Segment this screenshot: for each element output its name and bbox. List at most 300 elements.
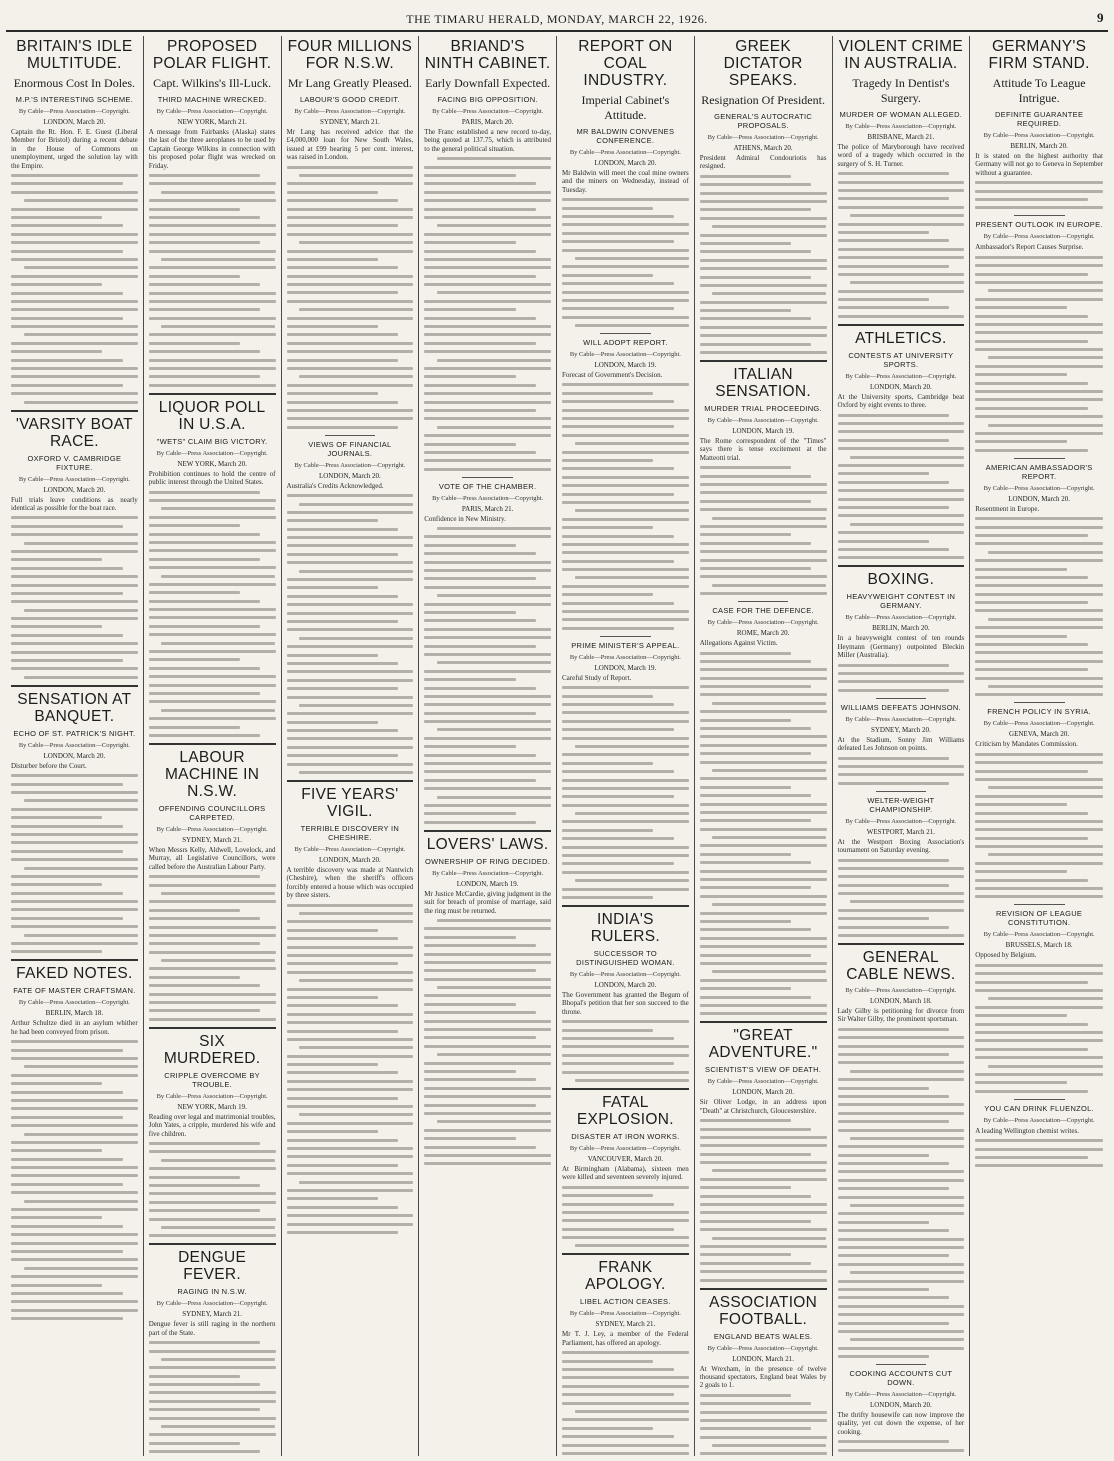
text-line: [149, 566, 276, 569]
text-line: [838, 189, 965, 192]
text-line: [562, 1393, 674, 1396]
article-divider: [838, 324, 965, 326]
text-line: [838, 1036, 965, 1039]
text-line: [11, 1225, 123, 1228]
dateline: LONDON, March 20.: [318, 856, 381, 865]
text-line: [424, 636, 551, 639]
text-line: [149, 199, 276, 202]
text-line: [700, 550, 827, 553]
text-line: [11, 925, 138, 928]
text-line: [838, 1246, 965, 1249]
text-line: [700, 735, 827, 738]
text-line: [700, 1119, 791, 1122]
article-body: At the Westport Boxing Association's tournament on Saturday evening.: [837, 837, 965, 855]
text-line: [149, 934, 276, 937]
text-line: [149, 1001, 276, 1004]
article-body: Disturber before the Court.: [11, 761, 87, 770]
text-line: [562, 846, 689, 849]
text-line: [988, 618, 1103, 621]
text-line: [562, 249, 689, 252]
text-line: [424, 645, 536, 648]
text-line: [11, 584, 138, 587]
headline: SIX MURDERED.: [163, 1032, 261, 1067]
deck: REVISION OF LEAGUE CONSTITUTION.: [995, 909, 1083, 928]
article: [287, 435, 414, 774]
text-line: [975, 601, 1087, 604]
text-line: [149, 250, 276, 253]
text-line: [712, 1169, 826, 1172]
text-line: [424, 653, 551, 656]
article-body: A leading Wellington chemist writes.: [975, 1126, 1079, 1135]
press-credit: By Cable—Press Association—Copyright.: [569, 653, 681, 661]
text-line: [838, 197, 950, 200]
article: [838, 791, 965, 937]
text-line: [11, 342, 138, 345]
text-line: [700, 744, 827, 747]
text-line: [424, 1112, 551, 1115]
text-line: [700, 786, 791, 789]
text-line: [575, 442, 689, 445]
text-line: [149, 317, 276, 320]
text-line: [161, 507, 275, 510]
article-body: Mr Lang has received advice that the £4,000,000 loan for New South Wales, issued at £99 bearing 5 per cent. interest, was raised in London.: [286, 128, 414, 162]
text-line: [149, 499, 276, 502]
text-line: [988, 997, 1103, 1000]
text-line: [424, 367, 551, 370]
text-line: [437, 291, 551, 294]
article-divider: [700, 1288, 827, 1290]
text-line: [287, 586, 378, 589]
text-line: [424, 552, 536, 555]
text-line: [700, 575, 827, 578]
text-line: [161, 1159, 275, 1162]
text-line: [299, 1046, 413, 1049]
text-line: [161, 642, 275, 645]
deck: FACING BIG OPPOSITION.: [437, 95, 538, 104]
text-line: [11, 1099, 138, 1102]
press-credit: By Cable—Press Association—Copyright.: [983, 484, 1095, 492]
text-line: [424, 417, 551, 420]
text-line: [712, 225, 826, 228]
text-block: [149, 1142, 276, 1237]
text-line: [11, 233, 138, 236]
section-rule: [1014, 215, 1065, 216]
text-line: [700, 175, 791, 178]
text-line: [700, 878, 827, 881]
text-line: [700, 1161, 827, 1164]
text-line: [562, 316, 689, 319]
text-line: [24, 609, 138, 612]
text-line: [562, 837, 674, 840]
deck: OWNERSHIP OF RING DECIDED.: [425, 856, 551, 866]
text-line: [11, 241, 138, 244]
text-line: [424, 342, 536, 345]
text-line: [700, 719, 791, 722]
dateline: LONDON, March 20.: [1008, 494, 1071, 503]
text-line: [562, 551, 689, 554]
section-rule: [462, 477, 513, 478]
text-block: [287, 904, 414, 1234]
text-line: [149, 684, 276, 687]
press-credit: By Cable—Press Association—Copyright.: [569, 1310, 681, 1318]
text-line: [975, 382, 1087, 385]
text-line: [700, 1211, 827, 1214]
text-line: [575, 1079, 689, 1082]
headline: ASSOCIATION FOOTBALL.: [709, 1293, 818, 1328]
text-line: [424, 535, 551, 538]
text-line: [11, 275, 138, 278]
text-line: [437, 527, 551, 530]
text-line: [988, 356, 1103, 359]
text-line: [287, 937, 399, 940]
text-line: [424, 577, 536, 580]
text-line: [700, 844, 827, 847]
text-line: [149, 300, 276, 303]
text-block: [975, 753, 1103, 899]
text-line: [838, 909, 965, 912]
text-line: [11, 651, 138, 654]
text-line: [562, 467, 674, 470]
dateline: NEW YORK, March 21.: [177, 118, 247, 126]
text-line: [149, 359, 276, 362]
text-line: [975, 1056, 1103, 1059]
text-line: [149, 1375, 240, 1378]
text-block: [11, 774, 138, 953]
text-line: [838, 1288, 929, 1291]
article-body: At the University sports, Cambridge beat Oxford by eight events to three.: [837, 392, 965, 410]
text-line: [287, 654, 378, 657]
text-line: [838, 1053, 950, 1056]
text-line: [149, 384, 276, 387]
text-line: [149, 884, 276, 887]
text-line: [287, 553, 399, 556]
text-line: [838, 1254, 950, 1257]
headline: FAKED NOTES.: [16, 965, 133, 983]
headline: "GREAT ADVENTURE.": [708, 1027, 818, 1062]
dateline: LONDON, March 19.: [456, 879, 519, 888]
text-line: [975, 1006, 1103, 1009]
text-line: [838, 859, 950, 862]
text-line: [562, 762, 653, 765]
text-line: [424, 275, 536, 278]
text-line: [287, 1088, 414, 1091]
press-credit: By Cable—Press Association—Copyright.: [845, 817, 957, 825]
text-line: [287, 1105, 414, 1108]
text-line: [700, 1012, 827, 1015]
text-block: [975, 1139, 1103, 1167]
text-line: [424, 283, 551, 286]
press-credit: By Cable—Press Association—Copyright.: [156, 449, 268, 457]
text-line: [437, 1120, 551, 1123]
text-block: [11, 174, 138, 404]
text-line: [838, 1170, 965, 1173]
text-line: [24, 333, 138, 336]
text-line: [562, 1186, 689, 1189]
text-line: [975, 415, 1103, 418]
text-line: [700, 819, 812, 822]
text-block: [975, 181, 1103, 209]
headline: 'VARSITY BOAT RACE.: [15, 415, 133, 450]
text-line: [287, 670, 414, 673]
text-line: [161, 892, 275, 895]
text-line: [562, 1071, 689, 1074]
text-line: [988, 853, 1103, 856]
text-line: [988, 289, 1103, 292]
text-line: [11, 1242, 138, 1245]
text-block: [562, 686, 689, 899]
text-line: [562, 862, 674, 865]
text-line: [149, 734, 261, 737]
dateline: BERLIN, March 20.: [1010, 142, 1068, 150]
text-line: [287, 1130, 378, 1133]
text-line: [975, 643, 1087, 646]
text-line: [838, 689, 950, 692]
section-rule: [1014, 904, 1065, 905]
text-line: [975, 795, 1103, 798]
article-body: Mr T. J. Ley, a member of the Federal Parliament, has offered an apology.: [562, 1330, 689, 1347]
press-credit: By Cable—Press Association—Copyright.: [432, 494, 544, 502]
text-line: [700, 870, 827, 873]
text-line: [975, 315, 1087, 318]
text-line: [562, 1194, 653, 1197]
headline: GENERAL CABLE NEWS.: [846, 949, 956, 984]
article-body: Confidence in New Ministry.: [424, 514, 506, 523]
article-divider: [149, 1027, 276, 1029]
text-line: [975, 181, 1103, 184]
text-line: [700, 1178, 827, 1181]
press-credit: By Cable—Press Association—Copyright.: [294, 108, 406, 115]
column-7: [833, 36, 971, 1456]
text-line: [299, 1181, 413, 1184]
dateline: LONDON, March 20.: [43, 751, 106, 760]
text-line: [161, 191, 275, 194]
text-line: [975, 778, 1103, 781]
text-line: [838, 892, 965, 895]
text-line: [712, 1444, 826, 1447]
text-block: [287, 166, 414, 429]
text-line: [838, 1322, 950, 1325]
deck: SCIENTIST'S VIEW OF DEATH.: [705, 1065, 822, 1075]
text-line: [437, 661, 551, 664]
text-line: [299, 771, 413, 774]
subheadline: Mr Lang Greatly Pleased.: [287, 76, 412, 90]
text-line: [161, 258, 275, 261]
text-line: [149, 208, 240, 211]
press-credit: By Cable—Press Association—Copyright.: [432, 108, 544, 115]
text-line: [24, 542, 138, 545]
text-line: [838, 531, 965, 534]
text-block: [700, 175, 827, 354]
article-divider: [838, 943, 965, 945]
text-line: [838, 765, 965, 768]
text-line: [700, 1245, 827, 1248]
text-line: [838, 1229, 950, 1232]
text-line: [437, 359, 551, 362]
text-line: [562, 1427, 653, 1430]
article: [838, 698, 965, 785]
text-line: [149, 1442, 240, 1445]
text-line: [11, 567, 123, 570]
text-line: [11, 900, 138, 903]
article-body: Mr Justice McCardie, giving judgment in the suit for breach of promise of marriage, said the ring must be returned.: [424, 889, 551, 915]
text-line: [975, 1048, 1087, 1051]
text-line: [149, 1018, 276, 1021]
text-line: [975, 660, 1103, 663]
text-line: [287, 628, 414, 631]
text-line: [575, 509, 689, 512]
text-line: [11, 667, 138, 670]
text-line: [287, 182, 414, 185]
page-number: 9: [1097, 10, 1104, 25]
text-line: [287, 224, 399, 227]
press-credit: By Cable—Press Association—Copyright.: [294, 846, 406, 854]
text-line: [11, 642, 138, 645]
deck: AMERICAN AMBASSADOR'S REPORT.: [985, 462, 1093, 481]
text-line: [424, 720, 551, 723]
text-line: [975, 1139, 1103, 1142]
dateline: LONDON, March 18.: [869, 997, 932, 1006]
text-line: [287, 317, 414, 320]
text-line: [700, 200, 827, 203]
text-line: [287, 409, 414, 412]
headline: FOUR MILLIONS FOR N.S.W.: [287, 38, 413, 72]
press-credit: By Cable—Press Association—Copyright.: [983, 1116, 1095, 1124]
text-block: [838, 664, 965, 692]
text-line: [700, 1436, 827, 1439]
text-line: [838, 540, 929, 543]
text-line: [562, 888, 689, 891]
text-line: [11, 841, 138, 844]
deck: THIRD MACHINE WRECKED.: [157, 95, 267, 104]
text-line: [975, 1081, 1067, 1084]
text-line: [562, 585, 689, 588]
press-credit: By Cable—Press Association—Copyright.: [983, 132, 1095, 139]
text-line: [562, 215, 674, 218]
text-line: [424, 1020, 551, 1023]
text-line: [838, 1263, 965, 1266]
text-line: [149, 658, 240, 661]
text-line: [287, 746, 414, 749]
deck: CASE FOR THE DEFENCE.: [712, 606, 814, 616]
text-line: [700, 1270, 827, 1273]
article-body: President Admiral Condouriotis has resigned.: [699, 154, 827, 171]
text-line: [149, 583, 276, 586]
section-rule: [600, 636, 651, 637]
text-line: [149, 1234, 276, 1237]
text-line: [562, 409, 689, 412]
text-line: [975, 1014, 1067, 1017]
text-line: [975, 542, 1103, 545]
text-line: [287, 426, 399, 429]
text-line: [287, 904, 414, 907]
text-line: [11, 783, 123, 786]
text-line: [838, 875, 965, 878]
article: [149, 1027, 276, 1238]
text-line: [700, 861, 812, 864]
text-block: [562, 1020, 689, 1082]
text-line: [149, 1341, 261, 1344]
text-line: [988, 424, 1103, 427]
text-block: [562, 198, 689, 327]
press-credit: By Cable—Press Association—Copyright.: [569, 1144, 681, 1152]
text-line: [149, 308, 261, 311]
text-line: [287, 536, 414, 539]
text-line: [11, 300, 138, 303]
text-line: [149, 1450, 261, 1453]
text-line: [700, 1153, 812, 1156]
text-line: [975, 407, 1087, 410]
text-block: [424, 527, 551, 824]
text-line: [424, 821, 536, 824]
text-line: [975, 651, 1103, 654]
text-line: [287, 1055, 414, 1058]
dateline: BRUSSELS, March 18.: [1005, 941, 1073, 950]
text-line: [850, 281, 964, 284]
text-line: [149, 951, 276, 954]
text-line: [24, 401, 138, 404]
text-line: [149, 616, 276, 619]
text-line: [712, 903, 826, 906]
text-line: [975, 264, 1103, 267]
text-line: [700, 987, 791, 990]
subheadline: Imperial Cabinet's Attitude.: [581, 93, 670, 122]
text-line: [11, 942, 138, 945]
text-line: [712, 1237, 826, 1240]
text-line: [287, 954, 414, 957]
text-line: [424, 1129, 551, 1132]
article: [11, 959, 138, 1320]
text-line: [700, 326, 827, 329]
text-line: [149, 533, 261, 536]
text-line: [975, 820, 1103, 823]
text-line: [838, 315, 965, 318]
text-line: [712, 836, 826, 839]
text-line: [700, 559, 827, 562]
text-line: [11, 1208, 138, 1211]
headline: ITALIAN SENSATION.: [715, 366, 811, 401]
text-line: [838, 1095, 950, 1098]
article-body: At Wrexham, in the presence of twelve thousand spectators, England beat Wales by 2 goals to 1.: [699, 1364, 827, 1390]
text-line: [424, 762, 551, 765]
text-line: [975, 298, 1103, 301]
text-line: [975, 534, 1087, 537]
article-body: Reading over legal and matrimonial troubles, John Yates, a cripple, murdered his wife and five children.: [148, 1112, 276, 1138]
text-line: [287, 1214, 414, 1217]
headline: FIVE YEARS' VIGIL.: [301, 786, 399, 821]
press-credit: By Cable—Press Association—Copyright.: [983, 720, 1095, 728]
dateline: NEW YORK, March 20.: [177, 459, 247, 468]
text-line: [700, 500, 812, 503]
text-line: [562, 1368, 674, 1371]
article: [838, 324, 965, 559]
text-line: [287, 612, 414, 615]
text-line: [562, 1228, 674, 1231]
text-line: [287, 300, 414, 303]
text-line: [838, 782, 950, 785]
text-line: [562, 871, 689, 874]
text-line: [424, 401, 551, 404]
text-line: [975, 887, 1103, 890]
text-line: [11, 392, 138, 395]
text-line: [700, 928, 812, 931]
text-line: [838, 506, 950, 509]
text-line: [562, 1045, 689, 1048]
text-line: [287, 1063, 378, 1066]
text-line: [838, 514, 965, 517]
text-line: [287, 1139, 399, 1142]
text-line: [424, 300, 551, 303]
text-line: [24, 1065, 138, 1068]
